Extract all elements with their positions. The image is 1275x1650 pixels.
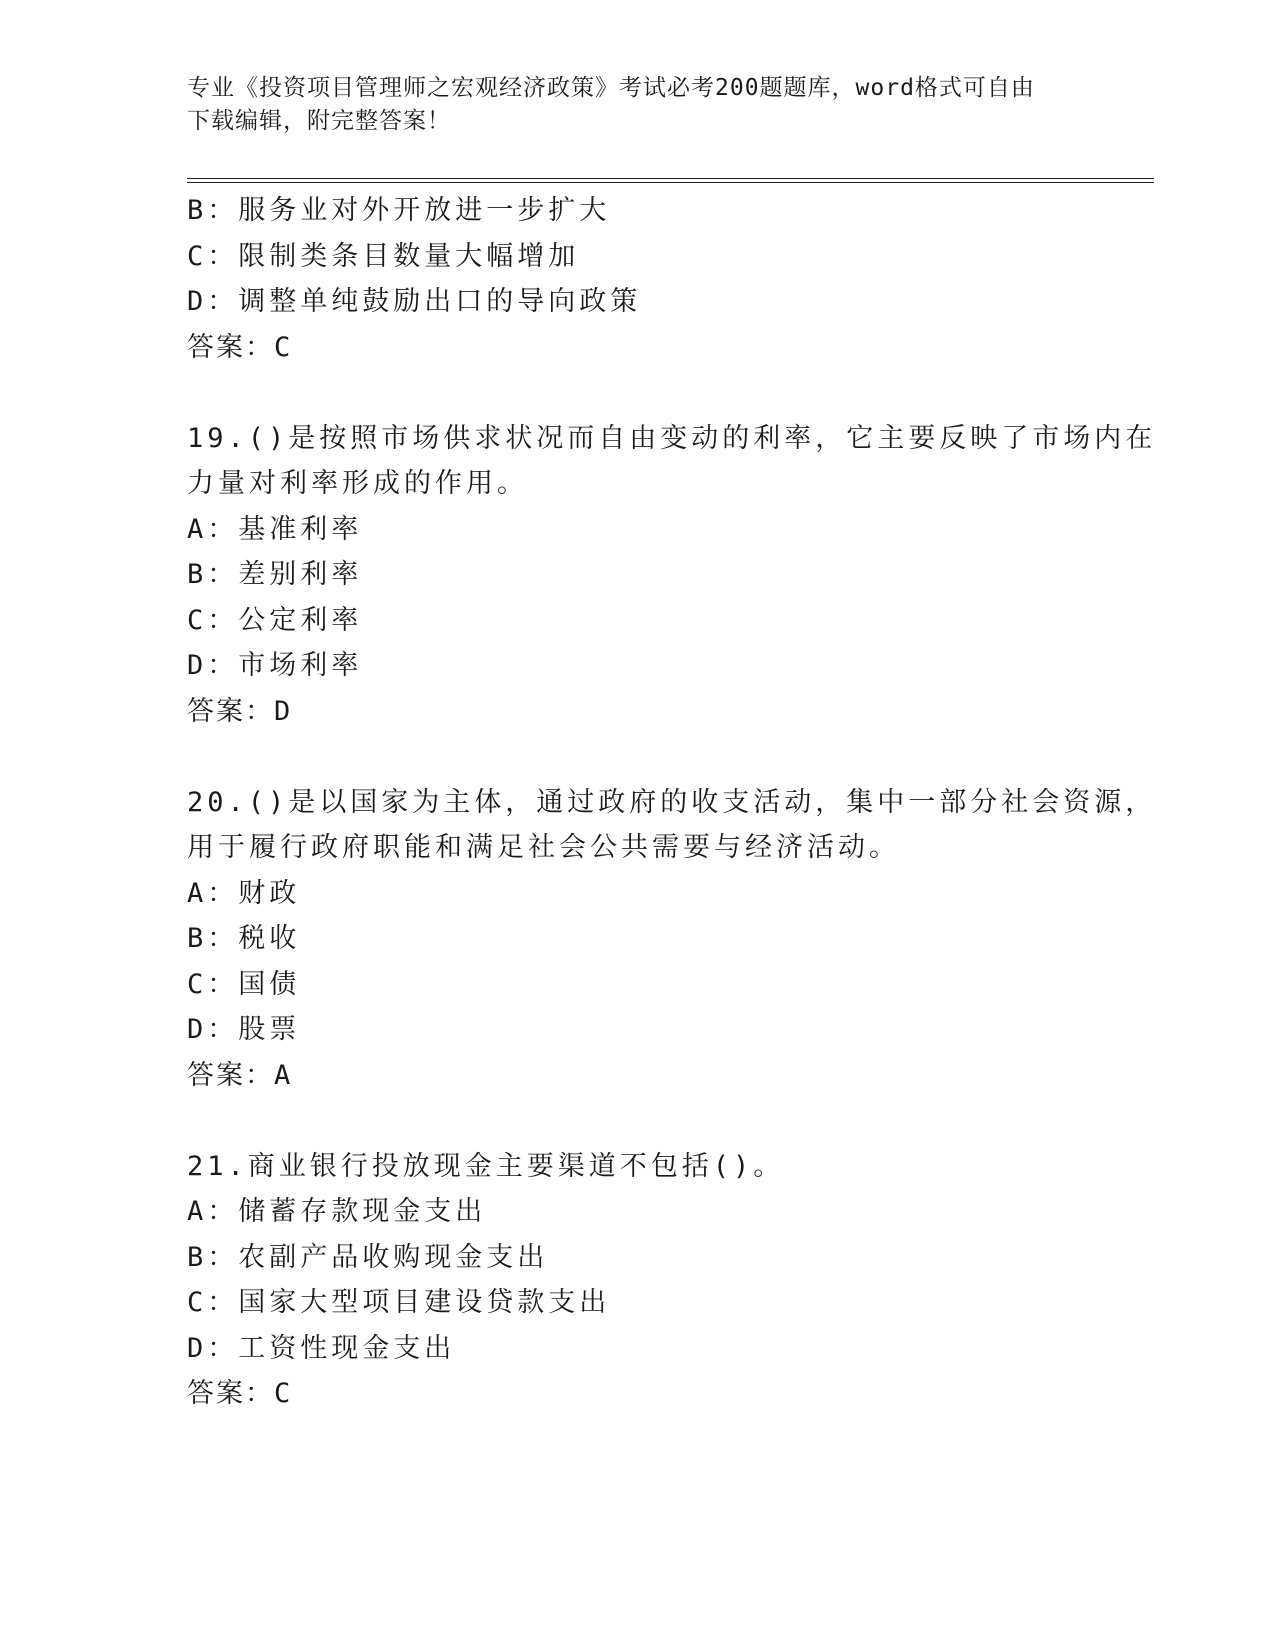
- question-list: [187, 188, 1157, 1417]
- q21-option-c: C：国家大型项目建设贷款支出: [187, 1287, 611, 1318]
- q21-option-b: B：农副产品收购现金支出: [187, 1241, 549, 1273]
- q18-option-d: D：调整单纯鼓励出口的导向政策: [187, 286, 642, 317]
- question-21-block: [187, 1144, 1087, 1417]
- q18-option-c: C：限制类条目数量大幅增加: [187, 240, 580, 272]
- q20-stem-line-1: 20.()是以国家为主体，通过政府的收支活动，集中一部分社会资源，: [187, 786, 1157, 818]
- header-divider-top: [187, 178, 1154, 179]
- q19-answer: 答案：D: [187, 695, 293, 727]
- header-line-2: 下载编辑，附完整答案！: [187, 108, 451, 134]
- q20-option-c: C：国债: [187, 968, 301, 1000]
- document-header: [187, 72, 1067, 138]
- q19-option-a: A：基准利率: [187, 513, 363, 545]
- q21-stem-line-1: 21.商业银行投放现金主要渠道不包括()。: [187, 1150, 785, 1182]
- question-19-block: [187, 416, 1157, 735]
- q20-option-b: B：税收: [187, 923, 301, 954]
- q20-option-d: D：股票: [187, 1014, 301, 1045]
- spacer: [187, 370, 1087, 416]
- q21-answer: 答案：C: [187, 1378, 293, 1409]
- q19-option-d: D：市场利率: [187, 650, 363, 681]
- q19-stem-line-2: 力量对利率形成的作用。: [187, 468, 528, 499]
- q18-answer: 答案：C: [187, 331, 293, 363]
- q19-option-b: B：差别利率: [187, 559, 363, 590]
- header-divider-bottom: [187, 182, 1154, 183]
- question-18-block: [187, 188, 1087, 370]
- q19-option-c: C：公定利率: [187, 604, 363, 636]
- spacer: [187, 734, 1087, 780]
- q20-option-a: A：财政: [187, 877, 301, 909]
- spacer: [187, 1098, 1087, 1144]
- question-20-block: [187, 780, 1157, 1099]
- q20-stem-line-2: 用于履行政府职能和满足社会公共需要与经济活动。: [187, 832, 900, 863]
- q18-option-b: B：服务业对外开放进一步扩大: [187, 195, 611, 226]
- header-line-1: 专业《投资项目管理师之宏观经济政策》考试必考200题题库，word格式可自由: [187, 75, 1035, 101]
- q21-option-d: D：工资性现金支出: [187, 1332, 456, 1364]
- q21-option-a: A：储蓄存款现金支出: [187, 1196, 487, 1227]
- q19-stem-line-1: 19.()是按照市场供求状况而自由变动的利率，它主要反映了市场内在: [187, 422, 1157, 454]
- q20-answer: 答案：A: [187, 1059, 293, 1091]
